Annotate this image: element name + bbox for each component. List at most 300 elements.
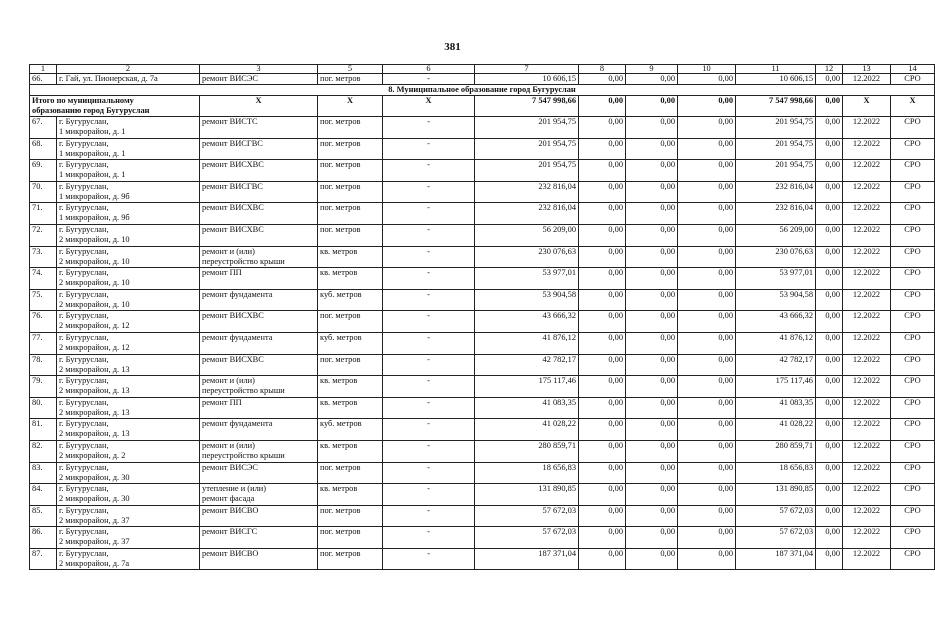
value-cell: 0,00 (678, 289, 736, 311)
address-cell (57, 419, 200, 441)
address-cell-line: 2 микрорайон, д. 30 (59, 472, 130, 482)
table-row (30, 160, 935, 182)
work-type-cell-line: ремонт и (или) (202, 440, 255, 450)
value-cell: 0,00 (678, 527, 736, 549)
row-number: 75. (30, 289, 57, 311)
amount-cell: 230 076,63 (736, 246, 816, 268)
value-cell: 0,00 (678, 397, 736, 419)
address-cell-line: г. Бугуруслан, (59, 332, 109, 342)
amount-cell: 53 904,58 (736, 289, 816, 311)
value-cell: 0,00 (816, 246, 843, 268)
address-cell-line: 2 микрорайон, д. 12 (59, 342, 130, 352)
table-row (30, 484, 935, 506)
work-type-cell (200, 203, 318, 225)
value-cell: - (383, 548, 475, 570)
method-cell: СРО (891, 74, 935, 85)
value-cell: 0,00 (816, 181, 843, 203)
total-label-line: Итого по муниципальному (32, 96, 134, 105)
value-cell: 0,00 (626, 289, 678, 311)
address-cell-line: г. Бугуруслан, (59, 117, 109, 126)
amount-cell: 10 606,15 (475, 74, 579, 85)
method-cell: СРО (891, 117, 935, 139)
value-cell: - (383, 181, 475, 203)
unit-cell: кв. метров (318, 484, 383, 506)
value-cell: 0,00 (816, 397, 843, 419)
total-cell: X (383, 96, 475, 117)
date-cell: 12.2022 (843, 289, 891, 311)
total-amount: 7 547 998,66 (736, 96, 816, 117)
amount-cell: 57 672,03 (736, 527, 816, 549)
value-cell: 0,00 (816, 440, 843, 462)
row-number: 81. (30, 419, 57, 441)
value-cell: 0,00 (678, 376, 736, 398)
address-cell (57, 268, 200, 290)
row-number: 80. (30, 397, 57, 419)
work-type-cell-line: ремонт ПП (202, 397, 242, 407)
amount-cell: 18 656,83 (736, 462, 816, 484)
method-cell: СРО (891, 332, 935, 354)
method-cell: СРО (891, 397, 935, 419)
method-cell: СРО (891, 484, 935, 506)
work-type-cell (200, 376, 318, 398)
value-cell: - (383, 160, 475, 182)
value-cell: 0,00 (579, 397, 626, 419)
value-cell: 0,00 (816, 74, 843, 85)
value-cell: 0,00 (816, 117, 843, 139)
value-cell: 0,00 (816, 138, 843, 160)
work-type-cell (200, 117, 318, 139)
date-cell: 12.2022 (843, 354, 891, 376)
amount-cell: 41 028,22 (736, 419, 816, 441)
work-type-cell-line: ремонт фундамента (202, 289, 273, 299)
value-cell: 0,00 (626, 268, 678, 290)
work-type-cell-line: ремонт и (или) (202, 376, 255, 386)
amount-cell: 201 954,75 (475, 160, 579, 182)
work-type-cell (200, 462, 318, 484)
value-cell: 0,00 (579, 138, 626, 160)
unit-cell: куб. метров (318, 332, 383, 354)
value-cell: 0,00 (579, 203, 626, 225)
value-cell: 0,00 (626, 527, 678, 549)
value-cell: 0,00 (816, 354, 843, 376)
value-cell: - (383, 419, 475, 441)
value-cell: 0,00 (579, 268, 626, 290)
date-cell: 12.2022 (843, 74, 891, 85)
value-cell: 0,00 (626, 440, 678, 462)
table-row (30, 397, 935, 419)
address-cell (57, 397, 200, 419)
method-cell: СРО (891, 354, 935, 376)
address-cell-line: г. Бугуруслан, (59, 397, 109, 407)
row-number: 82. (30, 440, 57, 462)
work-type-cell (200, 527, 318, 549)
value-cell: - (383, 376, 475, 398)
amount-cell: 42 782,17 (475, 354, 579, 376)
address-cell-line: г. Бугуруслан, (59, 224, 109, 234)
value-cell: 0,00 (579, 548, 626, 570)
value-cell: 0,00 (626, 117, 678, 139)
amount-cell: 53 904,58 (475, 289, 579, 311)
address-cell-line: 2 микрорайон, д. 12 (59, 321, 130, 331)
work-type-cell (200, 484, 318, 506)
row-number: 87. (30, 548, 57, 570)
method-cell: СРО (891, 419, 935, 441)
address-cell-line: 2 микрорайон, д. 37 (59, 537, 130, 547)
work-type-cell-line: ремонт ВИСГС (202, 527, 258, 537)
address-cell-line: г. Бугуруслан, (59, 440, 109, 450)
value-cell: - (383, 332, 475, 354)
address-cell (57, 138, 200, 160)
method-cell: СРО (891, 548, 935, 570)
value-cell: 0,00 (626, 138, 678, 160)
value-cell: - (383, 246, 475, 268)
table-row (30, 462, 935, 484)
value-cell: - (383, 311, 475, 333)
row-number: 69. (30, 160, 57, 182)
address-cell (57, 117, 200, 139)
address-cell-line: г. Бугуруслан, (59, 548, 109, 558)
method-cell: СРО (891, 160, 935, 182)
amount-cell: 41 028,22 (475, 419, 579, 441)
value-cell: 0,00 (626, 160, 678, 182)
address-cell (57, 484, 200, 506)
address-cell-line: 1 микрорайон, д. 1 (59, 148, 126, 158)
section-title: 8. Муниципальное образование город Бугуруслан (30, 85, 935, 96)
table-row (30, 117, 935, 139)
address-cell (57, 527, 200, 549)
work-type-cell (200, 548, 318, 570)
address-cell (57, 289, 200, 311)
value-cell: 0,00 (626, 246, 678, 268)
value-cell: 0,00 (579, 527, 626, 549)
date-cell: 12.2022 (843, 181, 891, 203)
value-cell: 0,00 (579, 462, 626, 484)
work-type-cell-line: ремонт ВИСТС (202, 117, 258, 126)
header-cell: 2 (57, 65, 200, 74)
date-cell: 12.2022 (843, 246, 891, 268)
unit-cell: куб. метров (318, 419, 383, 441)
work-type-cell-line: ремонт ВИСГВС (202, 138, 263, 148)
date-cell: 12.2022 (843, 203, 891, 225)
address-cell (57, 160, 200, 182)
work-type-cell (200, 505, 318, 527)
total-row (30, 96, 935, 117)
method-cell: СРО (891, 224, 935, 246)
value-cell: 0,00 (579, 224, 626, 246)
method-cell: СРО (891, 462, 935, 484)
address-cell (57, 505, 200, 527)
table-row (30, 354, 935, 376)
value-cell: - (383, 397, 475, 419)
work-type-cell (200, 138, 318, 160)
method-cell: СРО (891, 138, 935, 160)
address-cell (57, 181, 200, 203)
work-type-cell-line: ремонт фундамента (202, 332, 273, 342)
amount-cell: 232 816,04 (475, 181, 579, 203)
address-cell-line: 2 микрорайон, д. 13 (59, 429, 130, 439)
work-type-cell-line: ремонт фундамента (202, 419, 273, 429)
value-cell: 0,00 (626, 181, 678, 203)
table-row (30, 74, 935, 85)
address-cell (57, 203, 200, 225)
address-cell-line: г. Бугуруслан, (59, 160, 109, 170)
date-cell: 12.2022 (843, 505, 891, 527)
work-type-cell-line: ремонт ВИСХВС (202, 203, 264, 213)
work-type-cell-line: ремонт ВИСВО (202, 505, 259, 515)
table-row (30, 268, 935, 290)
header-cell: 6 (383, 65, 475, 74)
value-cell: 0,00 (678, 246, 736, 268)
amount-cell: 42 782,17 (736, 354, 816, 376)
amount-cell: 56 209,00 (475, 224, 579, 246)
table-row (30, 505, 935, 527)
method-cell: СРО (891, 311, 935, 333)
work-type-cell-line: ремонт ВИСХВС (202, 311, 264, 321)
value-cell: - (383, 224, 475, 246)
work-type-cell-line: утепление и (или) (202, 484, 267, 494)
date-cell: 12.2022 (843, 462, 891, 484)
value-cell: 0,00 (626, 354, 678, 376)
amount-cell: 18 656,83 (475, 462, 579, 484)
unit-cell: пог. метров (318, 181, 383, 203)
method-cell: СРО (891, 181, 935, 203)
value-cell: 0,00 (816, 376, 843, 398)
address-cell-line: 2 микрорайон, д. 37 (59, 515, 130, 525)
value-cell: 0,00 (579, 74, 626, 85)
date-cell: 12.2022 (843, 548, 891, 570)
value-cell: 0,00 (626, 419, 678, 441)
header-cell: 12 (816, 65, 843, 74)
value-cell: 0,00 (579, 354, 626, 376)
date-cell: 12.2022 (843, 224, 891, 246)
table-row (30, 376, 935, 398)
address-cell-line: 2 микрорайон, д. 10 (59, 278, 130, 288)
unit-cell: пог. метров (318, 117, 383, 139)
value-cell: 0,00 (626, 332, 678, 354)
address-cell-line: г. Бугуруслан, (59, 376, 109, 386)
value-cell: 0,00 (579, 484, 626, 506)
unit-cell: пог. метров (318, 311, 383, 333)
amount-cell: 41 083,35 (736, 397, 816, 419)
row-number: 79. (30, 376, 57, 398)
address-cell (57, 224, 200, 246)
unit-cell: куб. метров (318, 289, 383, 311)
header-cell: 14 (891, 65, 935, 74)
value-cell: 0,00 (626, 484, 678, 506)
work-type-cell (200, 246, 318, 268)
unit-cell: пог. метров (318, 462, 383, 484)
date-cell: 12.2022 (843, 484, 891, 506)
value-cell: 0,00 (626, 462, 678, 484)
unit-cell: кв. метров (318, 376, 383, 398)
value-cell: 0,00 (816, 419, 843, 441)
address-cell-line: г. Бугуруслан, (59, 203, 109, 213)
header-cell: 7 (475, 65, 579, 74)
amount-cell: 232 816,04 (475, 203, 579, 225)
work-type-cell-line: переустройство крыши (202, 256, 285, 266)
row-number: 78. (30, 354, 57, 376)
method-cell: СРО (891, 246, 935, 268)
value-cell: 0,00 (678, 462, 736, 484)
repair-program-table (29, 64, 935, 570)
amount-cell: 53 977,01 (736, 268, 816, 290)
address-cell-line: 2 микрорайон, д. 10 (59, 234, 130, 244)
row-number: 73. (30, 246, 57, 268)
unit-cell: пог. метров (318, 505, 383, 527)
amount-cell: 131 890,85 (736, 484, 816, 506)
date-cell: 12.2022 (843, 117, 891, 139)
value-cell: 0,00 (626, 74, 678, 85)
table-row (30, 332, 935, 354)
value-cell: 0,00 (816, 203, 843, 225)
address-cell (57, 376, 200, 398)
amount-cell: 56 209,00 (736, 224, 816, 246)
value-cell: 0,00 (579, 376, 626, 398)
header-cell: 9 (626, 65, 678, 74)
address-cell-line: 1 микрорайон, д. 9б (59, 213, 130, 223)
row-number: 76. (30, 311, 57, 333)
amount-cell: 57 672,03 (736, 505, 816, 527)
value-cell: 0,00 (816, 268, 843, 290)
table-row (30, 527, 935, 549)
value-cell: 0,00 (678, 548, 736, 570)
address-cell-line: г. Бугуруслан, (59, 527, 109, 537)
address-cell-line: 2 микрорайон, д. 10 (59, 299, 130, 309)
address-cell (57, 548, 200, 570)
date-cell: 12.2022 (843, 268, 891, 290)
address-cell-line: 2 микрорайон, д. 13 (59, 407, 130, 417)
table-row (30, 224, 935, 246)
amount-cell: 57 672,03 (475, 505, 579, 527)
address-cell: г. Гай, ул. Пионерская, д. 7а (57, 74, 200, 85)
amount-cell: 41 876,12 (475, 332, 579, 354)
value-cell: 0,00 (678, 419, 736, 441)
row-number: 86. (30, 527, 57, 549)
work-type-cell (200, 268, 318, 290)
total-cell: 0,00 (678, 96, 736, 117)
column-number-header (30, 65, 935, 74)
value-cell: - (383, 354, 475, 376)
row-number: 67. (30, 117, 57, 139)
table-row (30, 311, 935, 333)
address-cell-line: 2 микрорайон, д. 2 (59, 450, 126, 460)
row-number: 70. (30, 181, 57, 203)
value-cell: 0,00 (678, 160, 736, 182)
date-cell: 12.2022 (843, 376, 891, 398)
date-cell: 12.2022 (843, 397, 891, 419)
section-title-row (30, 85, 935, 96)
address-cell-line: 1 микрорайон, д. 1 (59, 127, 126, 136)
value-cell: - (383, 527, 475, 549)
work-type-cell (200, 160, 318, 182)
total-cell: X (318, 96, 383, 117)
address-cell-line: г. Бугуруслан, (59, 419, 109, 429)
amount-cell: 43 666,32 (475, 311, 579, 333)
work-type-cell-line: ремонт ВИСВО (202, 548, 259, 558)
amount-cell: 232 816,04 (736, 203, 816, 225)
table-row (30, 181, 935, 203)
address-cell-line: 2 микрорайон, д. 30 (59, 494, 130, 504)
row-number: 83. (30, 462, 57, 484)
work-type-cell (200, 289, 318, 311)
total-label (30, 96, 200, 117)
value-cell: 0,00 (678, 268, 736, 290)
value-cell: 0,00 (579, 289, 626, 311)
date-cell: 12.2022 (843, 332, 891, 354)
amount-cell: 201 954,75 (736, 138, 816, 160)
unit-cell: кв. метров (318, 246, 383, 268)
address-cell (57, 354, 200, 376)
amount-cell: 280 859,71 (736, 440, 816, 462)
row-number: 74. (30, 268, 57, 290)
header-cell: 11 (736, 65, 816, 74)
header-cell: 13 (843, 65, 891, 74)
amount-cell: 201 954,75 (475, 117, 579, 139)
value-cell: - (383, 462, 475, 484)
value-cell: - (383, 117, 475, 139)
address-cell-line: г. Бугуруслан, (59, 268, 109, 278)
value-cell: 0,00 (678, 117, 736, 139)
address-cell-line: г. Бугуруслан, (59, 462, 109, 472)
value-cell: - (383, 505, 475, 527)
address-cell (57, 332, 200, 354)
amount-cell: 201 954,75 (736, 160, 816, 182)
unit-cell: пог. метров (318, 354, 383, 376)
value-cell: 0,00 (816, 462, 843, 484)
value-cell: 0,00 (579, 419, 626, 441)
date-cell: 12.2022 (843, 160, 891, 182)
address-cell-line: г. Бугуруслан, (59, 354, 109, 364)
unit-cell: пог. метров (318, 548, 383, 570)
amount-cell: 10 606,15 (736, 74, 816, 85)
date-cell: 12.2022 (843, 419, 891, 441)
value-cell: 0,00 (678, 138, 736, 160)
value-cell: - (383, 484, 475, 506)
table-row (30, 289, 935, 311)
value-cell: 0,00 (678, 74, 736, 85)
work-type-cell-line: ремонт ВИСХВС (202, 160, 264, 170)
value-cell: 0,00 (816, 289, 843, 311)
amount-cell: 57 672,03 (475, 527, 579, 549)
total-cell: X (843, 96, 891, 117)
date-cell: 12.2022 (843, 527, 891, 549)
address-cell-line: г. Бугуруслан, (59, 289, 109, 299)
total-label-line: образованию город Бугуруслан (32, 106, 150, 115)
total-cell: 0,00 (626, 96, 678, 117)
value-cell: 0,00 (579, 505, 626, 527)
header-cell: 8 (579, 65, 626, 74)
amount-cell: 175 117,46 (475, 376, 579, 398)
page-number: 381 (444, 41, 461, 53)
work-type-cell: ремонт ВИСЭС (200, 74, 318, 85)
address-cell-line: 2 микрорайон, д. 13 (59, 386, 130, 396)
method-cell: СРО (891, 268, 935, 290)
value-cell: 0,00 (678, 311, 736, 333)
value-cell: 0,00 (579, 332, 626, 354)
table-row (30, 203, 935, 225)
value-cell: - (383, 289, 475, 311)
value-cell: 0,00 (626, 505, 678, 527)
amount-cell: 230 076,63 (475, 246, 579, 268)
address-cell-line: г. Бугуруслан, (59, 484, 109, 494)
address-cell-line: 2 микрорайон, д. 7а (59, 558, 130, 568)
unit-cell: пог. метров (318, 138, 383, 160)
value-cell: 0,00 (678, 440, 736, 462)
value-cell: - (383, 138, 475, 160)
address-cell-line: г. Бугуруслан, (59, 138, 109, 148)
method-cell: СРО (891, 440, 935, 462)
work-type-cell-line: ремонт ВИСХВС (202, 354, 264, 364)
